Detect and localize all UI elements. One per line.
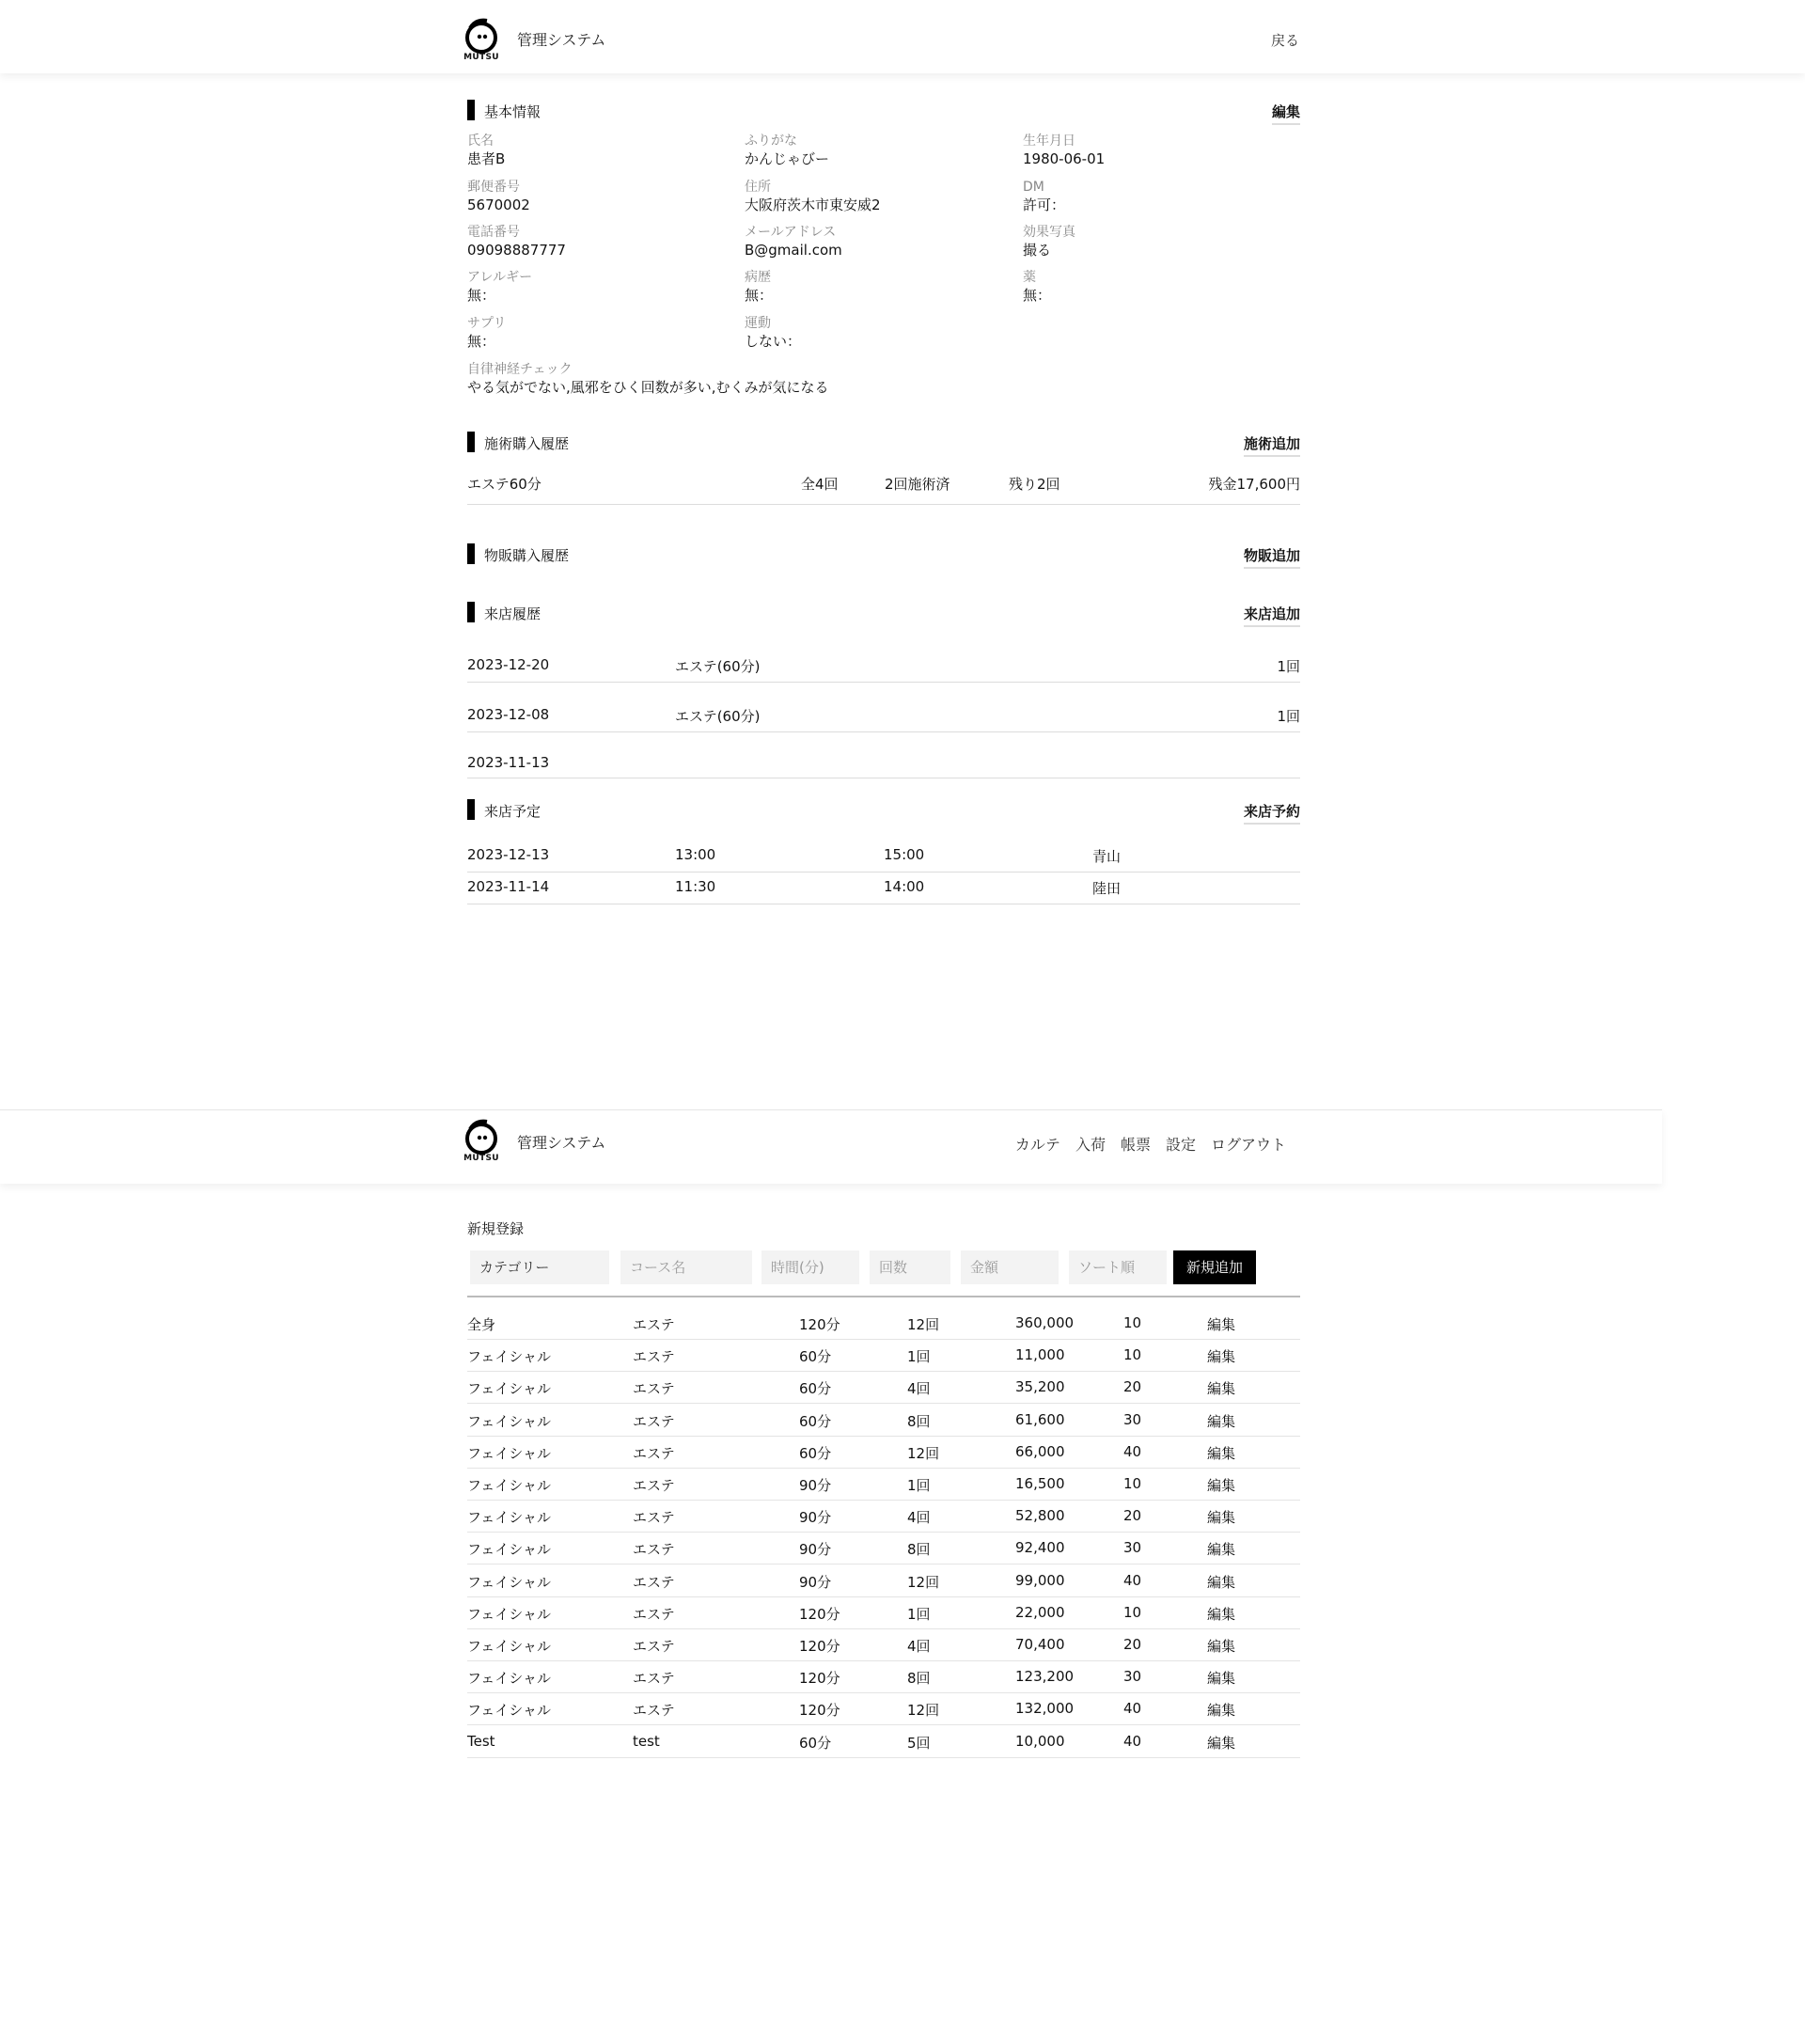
course-minutes: 60分 <box>799 1348 832 1366</box>
customer-detail <box>467 0 1300 921</box>
course-price: 22,000 <box>1015 1603 1065 1621</box>
course-price: 11,000 <box>1015 1346 1065 1364</box>
course-name: エステ <box>633 1316 675 1333</box>
course-category: フェイシャル <box>467 1573 551 1591</box>
treatment-total: 全4回 <box>801 476 839 493</box>
course-name: エステ <box>633 1670 675 1688</box>
course-category: フェイシャル <box>467 1509 551 1527</box>
course-edit-button[interactable]: 編集 <box>1207 1316 1236 1333</box>
course-minutes: 120分 <box>799 1316 840 1333</box>
info-label: DM <box>1023 180 1044 195</box>
course-sort: 10 <box>1123 1603 1142 1621</box>
course-row[interactable] <box>467 1532 1300 1564</box>
info-phone <box>467 224 566 259</box>
info-name <box>467 133 505 168</box>
course-minutes: 120分 <box>799 1638 840 1655</box>
course-minutes: 120分 <box>799 1670 840 1688</box>
plan-staff: 青山 <box>1092 848 1122 865</box>
course-edit-button[interactable]: 編集 <box>1207 1670 1236 1688</box>
plan-end: 15:00 <box>884 846 925 863</box>
info-email <box>745 224 842 259</box>
info-exercise <box>745 315 801 351</box>
course-edit-button[interactable]: 編集 <box>1207 1702 1236 1720</box>
course-sort: 40 <box>1123 1700 1142 1718</box>
visit-history-header <box>467 602 1300 624</box>
course-row[interactable] <box>467 1725 1300 1758</box>
info-label: 氏名 <box>467 134 494 149</box>
visit-count: 1回 <box>1277 658 1300 675</box>
course-name: エステ <box>633 1412 675 1430</box>
info-dm <box>1023 179 1065 214</box>
course-name: test <box>633 1732 660 1750</box>
bottom-header <box>0 1109 1662 1184</box>
course-sort: 40 <box>1123 1732 1142 1750</box>
course-times: 4回 <box>907 1638 931 1655</box>
treatment-remaining: 残り2回 <box>1009 476 1060 493</box>
info-value: 患者B <box>467 150 506 167</box>
course-edit-button[interactable]: 編集 <box>1207 1734 1236 1752</box>
info-kana <box>745 133 829 168</box>
course-category: フェイシャル <box>467 1348 551 1366</box>
course-price: 70,400 <box>1015 1636 1065 1653</box>
course-edit-button[interactable]: 編集 <box>1207 1348 1236 1366</box>
course-sort: 10 <box>1123 1475 1142 1492</box>
info-value: B@gmail.com <box>745 242 842 259</box>
course-price: 10,000 <box>1015 1732 1065 1750</box>
plan-end: 14:00 <box>884 878 925 895</box>
treatment-name: エステ60分 <box>467 476 542 493</box>
course-times: 1回 <box>907 1605 931 1623</box>
course-name-input[interactable]: コース名 <box>620 1250 752 1284</box>
course-category: フェイシャル <box>467 1702 551 1720</box>
system-title: 管理システム <box>517 1134 606 1152</box>
add-treatment-button[interactable]: 施術追加 <box>1244 433 1300 457</box>
back-link[interactable]: 戻る <box>1270 32 1299 49</box>
course-row[interactable] <box>467 1339 1300 1372</box>
plan-row[interactable] <box>467 841 1300 873</box>
course-name: エステ <box>633 1702 675 1720</box>
table-separator <box>467 1296 1300 1297</box>
course-sort: 20 <box>1123 1507 1142 1525</box>
info-label: 自律神経チェック <box>467 362 573 377</box>
course-times: 5回 <box>907 1734 931 1752</box>
course-row[interactable] <box>467 1564 1300 1597</box>
info-value: 許可： <box>1023 197 1066 213</box>
course-row[interactable] <box>467 1692 1300 1725</box>
info-effect-photo <box>1023 224 1075 259</box>
course-row[interactable] <box>467 1371 1300 1404</box>
course-category: フェイシャル <box>467 1412 551 1430</box>
info-allergy <box>467 269 532 305</box>
course-category: Test <box>467 1732 495 1750</box>
course-edit-button[interactable]: 編集 <box>1207 1605 1236 1623</box>
visit-date: 2023-11-13 <box>467 754 550 771</box>
course-minutes: 120分 <box>799 1702 840 1720</box>
course-name: エステ <box>633 1477 675 1494</box>
section-title: 来店予定 <box>484 803 542 820</box>
course-sort: 20 <box>1123 1636 1142 1653</box>
course-row[interactable] <box>467 1436 1300 1469</box>
course-price: 66,000 <box>1015 1442 1065 1460</box>
course-edit-button[interactable]: 編集 <box>1207 1638 1236 1655</box>
plan-start: 11:30 <box>675 878 716 895</box>
course-times: 12回 <box>907 1316 940 1333</box>
course-row[interactable] <box>467 1660 1300 1693</box>
course-sort: 20 <box>1123 1378 1142 1396</box>
product-history-header <box>467 543 1300 566</box>
info-value: やる気がでない,風邪をひく回数が多い,むくみが気になる <box>467 379 829 396</box>
info-value: 大阪府茨木市東安威2 <box>745 197 881 213</box>
course-times: 1回 <box>907 1348 931 1366</box>
course-name: エステ <box>633 1509 675 1527</box>
minutes-input[interactable]: 時間(分) <box>761 1250 859 1284</box>
course-category: フェイシャル <box>467 1541 551 1559</box>
info-value: 09098887777 <box>467 242 566 259</box>
info-label: 薬 <box>1023 270 1036 285</box>
course-price: 123,200 <box>1015 1668 1075 1686</box>
section-bar <box>467 799 475 820</box>
course-minutes: 90分 <box>799 1509 832 1527</box>
course-sort: 10 <box>1123 1314 1142 1331</box>
course-row[interactable] <box>467 1628 1300 1661</box>
section-bar <box>467 432 475 452</box>
mutsu-logo-icon <box>463 1118 500 1156</box>
info-label: 効果写真 <box>1023 225 1075 240</box>
basic-info-header <box>467 100 1300 122</box>
course-row[interactable] <box>467 1596 1300 1629</box>
course-name: エステ <box>633 1573 675 1591</box>
logo-text: MUTSU <box>463 53 499 62</box>
info-supplement <box>467 315 506 351</box>
plan-row[interactable] <box>467 873 1300 904</box>
main-nav <box>1015 1133 1286 1155</box>
system-title: 管理システム <box>517 31 606 49</box>
info-value: 無： <box>1023 287 1052 304</box>
nav-logout[interactable]: ログアウト <box>1210 1136 1286 1154</box>
course-price: 35,200 <box>1015 1378 1065 1396</box>
section-title: 来店履歴 <box>484 605 542 622</box>
course-times: 1回 <box>907 1477 931 1494</box>
section-bar <box>467 100 475 120</box>
nav-reports[interactable]: 帳票 <box>1120 1136 1151 1154</box>
course-minutes: 60分 <box>799 1444 832 1462</box>
course-price: 16,500 <box>1015 1475 1065 1492</box>
logo-text: MUTSU <box>463 1154 499 1163</box>
nav-arrival[interactable]: 入荷 <box>1075 1136 1106 1154</box>
course-name: エステ <box>633 1605 675 1623</box>
info-value: かんじゃびー <box>745 150 830 167</box>
course-edit-button[interactable]: 編集 <box>1207 1573 1236 1591</box>
treatment-history-header <box>467 432 1300 454</box>
course-minutes: 60分 <box>799 1380 832 1398</box>
info-value: 5670002 <box>467 197 530 213</box>
course-edit-button[interactable]: 編集 <box>1207 1412 1236 1430</box>
course-minutes: 90分 <box>799 1541 832 1559</box>
course-times: 12回 <box>907 1444 940 1462</box>
info-value: 無： <box>467 333 496 350</box>
course-edit-button[interactable]: 編集 <box>1207 1509 1236 1527</box>
course-category: フェイシャル <box>467 1670 551 1688</box>
info-value: 無： <box>745 287 774 304</box>
times-input[interactable]: 回数 <box>870 1250 950 1284</box>
course-sort: 40 <box>1123 1571 1142 1589</box>
course-sort: 10 <box>1123 1346 1142 1364</box>
info-label: 運動 <box>745 316 771 331</box>
course-times: 4回 <box>907 1380 931 1398</box>
section-title: 物販購入履歴 <box>484 547 570 564</box>
course-edit-button[interactable]: 編集 <box>1207 1477 1236 1494</box>
plan-start: 13:00 <box>675 846 716 863</box>
visit-course: エステ(60分) <box>675 658 761 675</box>
course-price: 92,400 <box>1015 1539 1065 1557</box>
course-name: エステ <box>633 1380 675 1398</box>
info-value: 撮る <box>1023 242 1052 259</box>
info-value: 無： <box>467 287 496 304</box>
new-registration-form <box>467 1250 1300 1284</box>
course-row[interactable] <box>467 1500 1300 1533</box>
course-edit-button[interactable]: 編集 <box>1207 1380 1236 1398</box>
course-category: フェイシャル <box>467 1444 551 1462</box>
section-title: 施術購入履歴 <box>484 435 570 452</box>
course-times: 12回 <box>907 1573 940 1591</box>
plan-date: 2023-11-14 <box>467 878 550 895</box>
visit-course: エステ(60分) <box>675 708 761 725</box>
mutsu-logo[interactable] <box>463 1118 500 1165</box>
section-bar <box>467 602 475 622</box>
treatment-row[interactable] <box>467 466 1300 505</box>
info-address <box>745 179 881 214</box>
info-birthday <box>1023 133 1105 168</box>
info-autonomic-check <box>467 361 829 397</box>
course-times: 8回 <box>907 1541 931 1559</box>
course-category: 全身 <box>467 1316 496 1333</box>
price-input[interactable]: 金額 <box>961 1250 1059 1284</box>
course-price: 132,000 <box>1015 1700 1075 1718</box>
course-price: 52,800 <box>1015 1507 1065 1525</box>
visit-row[interactable] <box>467 699 1300 732</box>
course-times: 4回 <box>907 1509 931 1527</box>
course-sort: 30 <box>1123 1539 1142 1557</box>
course-minutes: 60分 <box>799 1412 832 1430</box>
course-minutes: 120分 <box>799 1605 840 1623</box>
course-price: 99,000 <box>1015 1571 1065 1589</box>
new-registration-title: 新規登録 <box>467 1220 525 1237</box>
category-select[interactable]: カテゴリー <box>470 1250 609 1284</box>
edit-button[interactable]: 編集 <box>1272 102 1300 125</box>
visit-date: 2023-12-20 <box>467 656 550 673</box>
course-minutes: 60分 <box>799 1734 832 1752</box>
course-minutes: 90分 <box>799 1573 832 1591</box>
info-label: アレルギー <box>467 270 533 285</box>
info-label: ふりがな <box>745 134 797 149</box>
course-row[interactable] <box>467 1307 1300 1340</box>
visit-row[interactable] <box>467 649 1300 683</box>
add-product-button[interactable]: 物販追加 <box>1244 545 1300 569</box>
course-category: フェイシャル <box>467 1638 551 1655</box>
course-name: エステ <box>633 1638 675 1655</box>
course-name: エステ <box>633 1444 675 1462</box>
info-medical-history <box>745 269 773 305</box>
section-bar <box>467 543 475 564</box>
course-category: フェイシャル <box>467 1380 551 1398</box>
add-visit-button[interactable]: 来店追加 <box>1244 604 1300 627</box>
course-sort: 40 <box>1123 1442 1142 1460</box>
info-label: メールアドレス <box>745 225 837 240</box>
info-label: 病歴 <box>745 270 771 285</box>
add-new-button[interactable]: 新規追加 <box>1173 1250 1256 1284</box>
nav-settings[interactable]: 設定 <box>1165 1136 1196 1154</box>
plan-staff: 陸田 <box>1092 880 1122 897</box>
info-label: 住所 <box>745 180 771 195</box>
course-name: エステ <box>633 1348 675 1366</box>
course-edit-button[interactable]: 編集 <box>1207 1541 1236 1559</box>
course-times: 12回 <box>907 1702 940 1720</box>
course-row[interactable] <box>467 1404 1300 1437</box>
info-label: 電話番号 <box>467 225 520 240</box>
course-row[interactable] <box>467 1468 1300 1501</box>
course-sort: 30 <box>1123 1410 1142 1428</box>
nav-karte[interactable]: カルテ <box>1014 1136 1060 1154</box>
course-price: 61,600 <box>1015 1410 1065 1428</box>
info-label: 郵便番号 <box>467 180 520 195</box>
treatment-balance: 残金17,600円 <box>1208 476 1300 493</box>
section-title: 基本情報 <box>484 103 542 120</box>
course-sort: 30 <box>1123 1668 1142 1686</box>
info-label: サプリ <box>467 316 507 331</box>
reserve-visit-button[interactable]: 来店予約 <box>1244 801 1300 825</box>
course-edit-button[interactable]: 編集 <box>1207 1444 1236 1462</box>
sort-order-input[interactable]: ソート順 <box>1069 1250 1167 1284</box>
course-times: 8回 <box>907 1670 931 1688</box>
course-times: 8回 <box>907 1412 931 1430</box>
info-medicine <box>1023 269 1051 305</box>
visit-date: 2023-12-08 <box>467 706 550 723</box>
visit-count: 1回 <box>1277 708 1300 725</box>
info-postal <box>467 179 530 214</box>
course-minutes: 90分 <box>799 1477 832 1494</box>
info-label: 生年月日 <box>1023 134 1075 149</box>
course-category: フェイシャル <box>467 1477 551 1494</box>
treatment-done: 2回施術済 <box>885 476 950 493</box>
info-value: 1980-06-01 <box>1023 150 1106 167</box>
plan-date: 2023-12-13 <box>467 846 550 863</box>
course-name: エステ <box>633 1541 675 1559</box>
course-category: フェイシャル <box>467 1605 551 1623</box>
info-value: しない： <box>745 333 802 350</box>
course-price: 360,000 <box>1015 1314 1075 1331</box>
visit-plan-header <box>467 799 1300 822</box>
visit-row[interactable] <box>467 748 1300 778</box>
